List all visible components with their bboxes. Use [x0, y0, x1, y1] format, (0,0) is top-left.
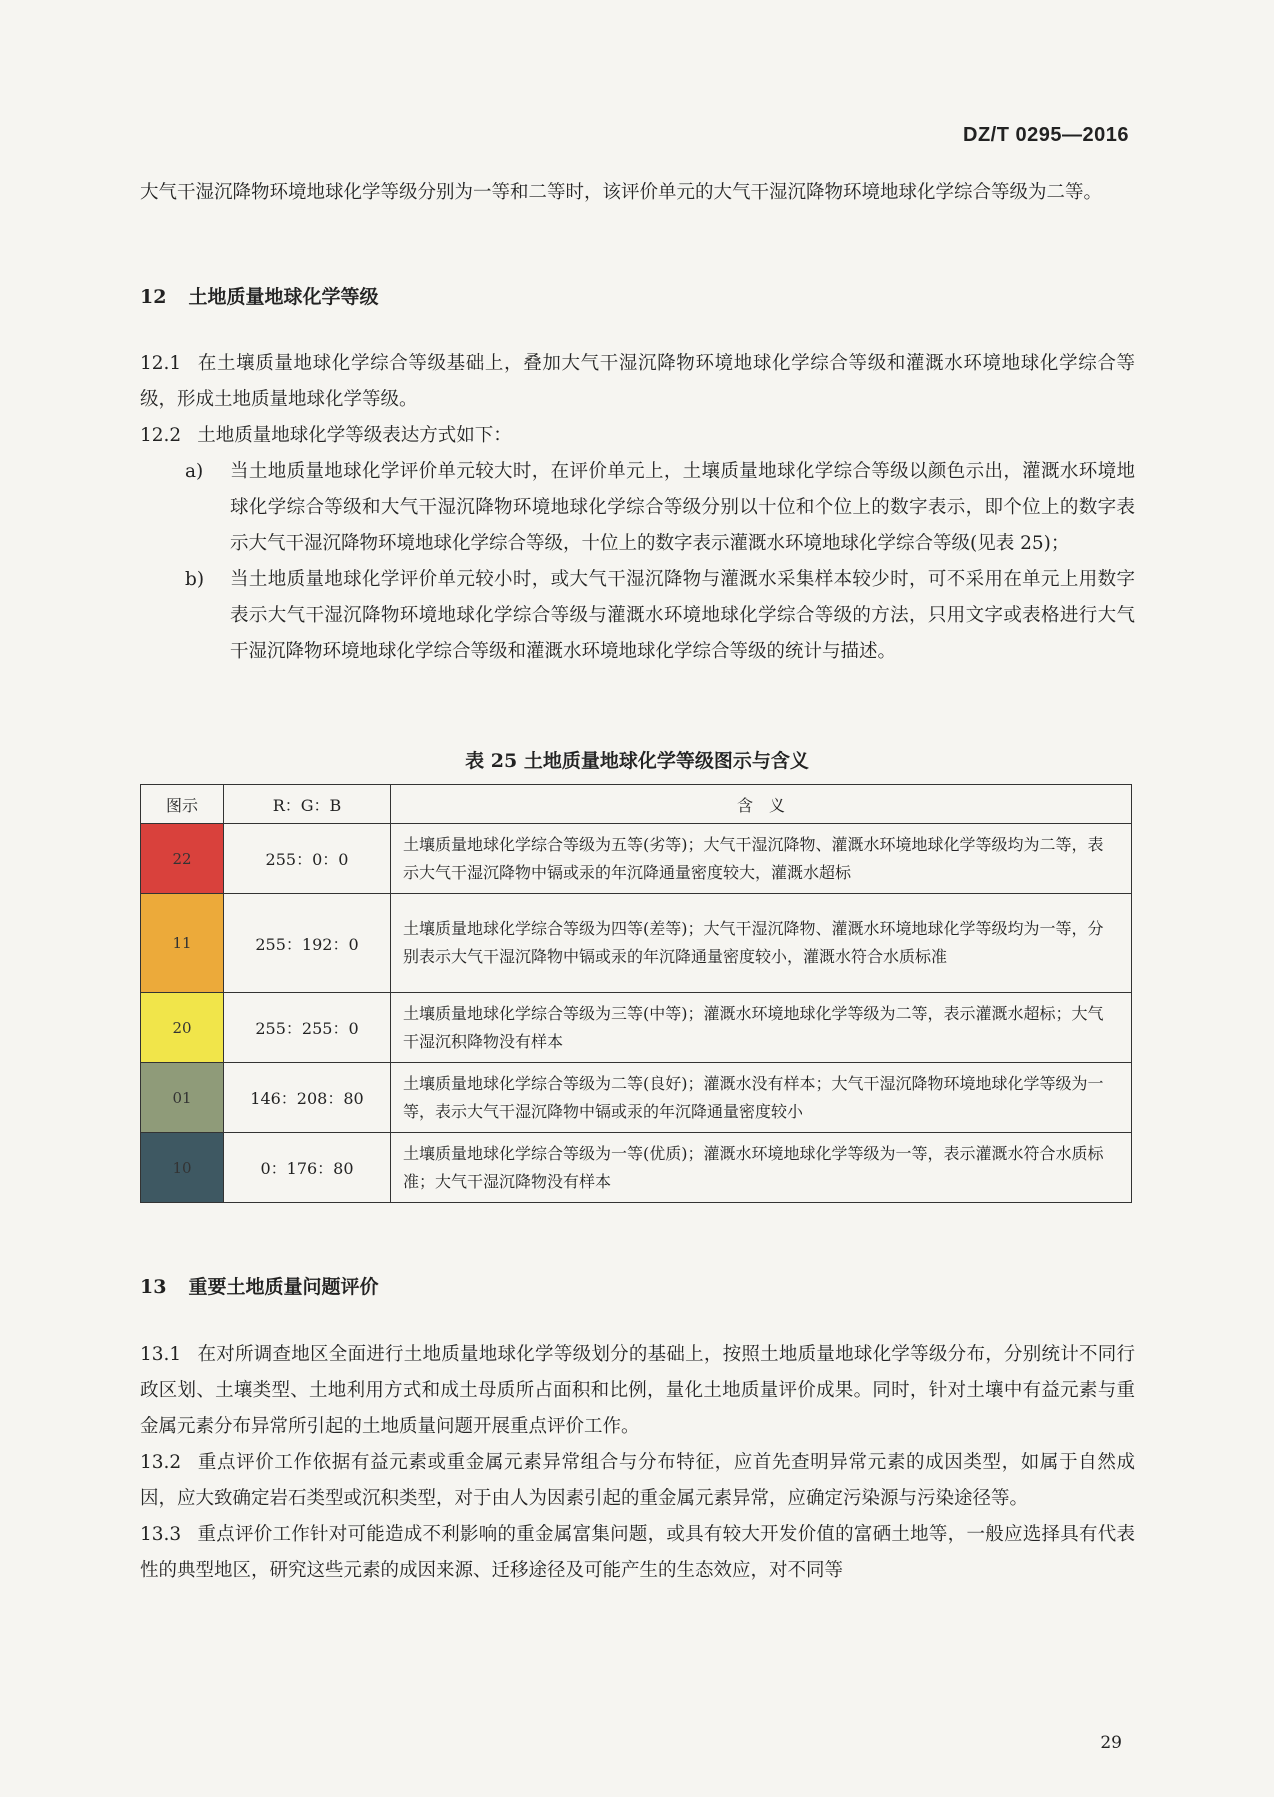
standard-code: DZ/T 0295—2016: [963, 124, 1129, 146]
header-symbol: 图示: [141, 785, 224, 824]
list-item-b: [140, 562, 1135, 670]
list-marker: a): [185, 461, 204, 482]
section-13-number: 13: [140, 1276, 167, 1298]
rgb-value: 255：0：0: [224, 824, 391, 894]
meaning-text: 土壤质量地球化学综合等级为三等(中等)；灌溉水环境地球化学等级为二等，表示灌溉水超标；大气干湿沉积降物没有样本: [391, 993, 1132, 1063]
clause-13-1: [140, 1337, 1135, 1445]
rgb-value: 146：208：80: [224, 1063, 391, 1133]
clause-number: 12.1: [140, 353, 182, 374]
header-rgb: R：G：B: [224, 785, 391, 824]
clause-text: 在土壤质量地球化学综合等级基础上，叠加大气干湿沉降物环境地球化学综合等级和灌溉水环境地球化学综合等级，形成土地质量地球化学等级。: [140, 353, 1135, 410]
clause-text: 重点评价工作依据有益元素或重金属元素异常组合与分布特征，应首先查明异常元素的成因类型，如属于自然成因，应大致确定岩石类型或沉积类型，对于由人为因素引起的重金属元素异常，应确定污染源与污染途径等。: [140, 1452, 1135, 1509]
rgb-value: 255：192：0: [224, 894, 391, 993]
meaning-text: 土壤质量地球化学综合等级为二等(良好)；灌溉水没有样本；大气干湿沉降物环境地球化学等级为一等，表示大气干湿沉降物中镉或汞的年沉降通量密度较小: [391, 1063, 1132, 1133]
intro-paragraph: 大气干湿沉降物环境地球化学等级分别为一等和二等时，该评价单元的大气干湿沉降物环境地球化学综合等级为二等。: [140, 182, 1103, 203]
list-text: 当土地质量地球化学评价单元较小时，或大气干湿沉降物与灌溉水采集样本较少时，可不采用在单元上用数字表示大气干湿沉降物环境地球化学综合等级与灌溉水环境地球化学综合等级的方法，只用文字或表格进行大气干湿沉降物环境地球化学综合等级和灌溉水环境地球化学综合等级的统计与描述。: [230, 569, 1135, 662]
color-swatch: 22: [141, 824, 224, 894]
clause-12-2: [140, 418, 1135, 454]
color-swatch: 01: [141, 1063, 224, 1133]
rgb-value: 0：176：80: [224, 1133, 391, 1203]
section-13-title: 重要土地质量问题评价: [188, 1276, 379, 1298]
page-number: 29: [1100, 1733, 1122, 1753]
table-row: [141, 1063, 1132, 1133]
table-header-row: [141, 785, 1132, 824]
clause-text: 在对所调查地区全面进行土地质量地球化学等级划分的基础上，按照土地质量地球化学等级分布，分别统计不同行政区划、土壤类型、土地利用方式和成土母质所占面积和比例，量化土地质量评价成果。同时，针对土壤中有益元素与重金属元素分布异常所引起的土地质量问题开展重点评价工作。: [140, 1344, 1135, 1437]
clause-13-2: [140, 1445, 1135, 1517]
clause-number: 13.2: [140, 1452, 182, 1473]
table-caption: 表 25 土地质量地球化学等级图示与含义: [465, 750, 809, 772]
clause-text: 土地质量地球化学等级表达方式如下：: [197, 425, 512, 446]
meaning-text: 土壤质量地球化学综合等级为五等(劣等)；大气干湿沉降物、灌溉水环境地球化学等级均为二等，表示大气干湿沉降物中镉或汞的年沉降通量密度较大，灌溉水超标: [391, 824, 1132, 894]
clause-number: 13.1: [140, 1344, 182, 1365]
meaning-text: 土壤质量地球化学综合等级为一等(优质)；灌溉水环境地球化学等级为一等，表示灌溉水符合水质标准；大气干湿沉降物没有样本: [391, 1133, 1132, 1203]
grade-table: [140, 784, 1132, 1203]
color-swatch: 11: [141, 894, 224, 993]
header-meaning: 含 义: [391, 785, 1132, 824]
section-12-title: 土地质量地球化学等级: [188, 286, 379, 308]
clause-12-1: [140, 346, 1135, 418]
clause-text: 重点评价工作针对可能造成不利影响的重金属富集问题，或具有较大开发价值的富硒土地等，一般应选择具有代表性的典型地区，研究这些元素的成因来源、迁移途径及可能产生的生态效应，对不同等: [140, 1524, 1135, 1581]
list-item-a: [140, 454, 1135, 562]
rgb-value: 255：255：0: [224, 993, 391, 1063]
section-13-heading: [140, 1272, 378, 1299]
clause-13-3: [140, 1517, 1135, 1589]
color-swatch: 20: [141, 993, 224, 1063]
table-row: [141, 824, 1132, 894]
table-row: [141, 993, 1132, 1063]
section-12-heading: [140, 282, 378, 309]
list-text: 当土地质量地球化学评价单元较大时，在评价单元上，土壤质量地球化学综合等级以颜色示出，灌溉水环境地球化学综合等级和大气干湿沉降物环境地球化学综合等级分别以十位和个位上的数字表示，即个位上的数字表示大气干湿沉降物环境地球化学综合等级，十位上的数字表示灌溉水环境地球化学综合等级(见表 25)；: [230, 461, 1135, 554]
list-marker: b): [185, 569, 205, 590]
section-12-body: [140, 346, 1135, 670]
section-13-body: [140, 1337, 1135, 1589]
clause-number: 12.2: [140, 425, 182, 446]
table-row: [141, 1133, 1132, 1203]
intro-block: [140, 175, 1135, 211]
meaning-text: 土壤质量地球化学综合等级为四等(差等)；大气干湿沉降物、灌溉水环境地球化学等级均为一等，分别表示大气干湿沉降物中镉或汞的年沉降通量密度较小，灌溉水符合水质标准: [391, 894, 1132, 993]
color-swatch: 10: [141, 1133, 224, 1203]
clause-number: 13.3: [140, 1524, 182, 1545]
table-row: [141, 894, 1132, 993]
section-12-number: 12: [140, 286, 167, 308]
